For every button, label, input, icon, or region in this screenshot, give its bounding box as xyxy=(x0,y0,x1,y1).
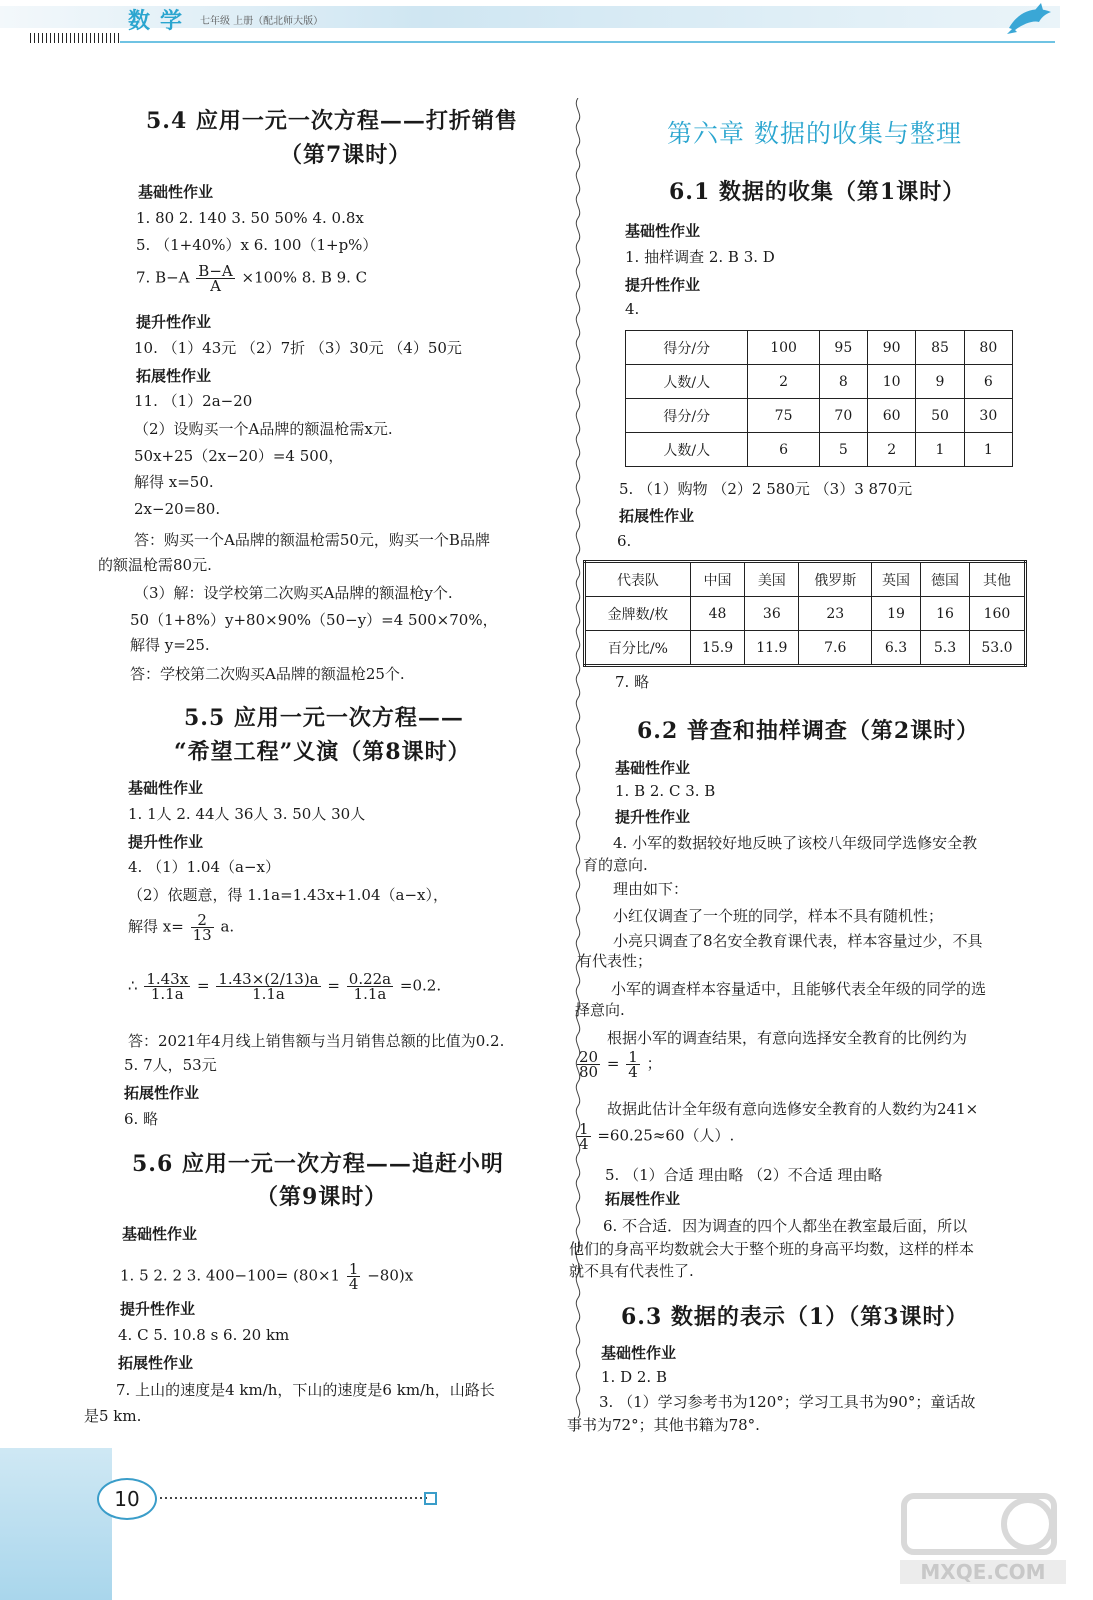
page-number: 10 xyxy=(97,1478,157,1520)
footer-dotted-line xyxy=(160,1497,428,1499)
answer-line: 答：2021年4月线上销售额与当月销售总额的比值为0.2. xyxy=(128,1032,505,1050)
watermark-logo xyxy=(900,1488,1070,1588)
fraction-numerator: 0.22a xyxy=(348,970,392,988)
header-barcode-decoration xyxy=(30,33,120,43)
text-segment: =0.2. xyxy=(399,976,442,995)
answer-line: 5. （1）购物 （2）2 580元 （3）3 870元 xyxy=(619,480,913,498)
table-cell: 1 xyxy=(964,433,1012,467)
section-subtitle-5-6: （第9课时） xyxy=(256,1184,388,1210)
answer-line-fraction xyxy=(128,913,234,942)
table-cell: 7.6 xyxy=(799,631,872,666)
section-title-6-1: 6.1 数据的收集（第1课时） xyxy=(669,179,966,205)
label-improve: 提升性作业 xyxy=(136,313,212,331)
fraction-denominator: 1.1a xyxy=(353,985,387,1003)
text-segment: = xyxy=(327,976,340,995)
answer-line: 是5 km. xyxy=(84,1407,142,1425)
answer-line: 5. （1+40%）x 6. 100（1+p%） xyxy=(136,236,378,254)
answer-line: 的额温枪需80元. xyxy=(98,556,212,574)
paragraph-line: 小军的调查样本容量适中，且能够代表全年级的同学的选 xyxy=(611,980,987,998)
fraction-line xyxy=(575,1122,734,1151)
section-subtitle-5-4: （第7课时） xyxy=(280,142,412,168)
label-improve: 提升性作业 xyxy=(615,808,691,826)
fraction-numerator: 1 xyxy=(628,1048,638,1066)
section-title-5-4: 5.4 应用一元一次方程——打折销售 xyxy=(146,108,518,134)
header-subtitle: 七年级 上册（配北师大版） xyxy=(200,16,324,27)
table-row xyxy=(626,331,1013,365)
fraction-numerator: 1.43x xyxy=(146,970,189,988)
answer-line: 11. （1）2a−20 xyxy=(134,392,253,410)
header-rule xyxy=(120,41,1055,43)
answer-line: 3. （1）学习参考书为120°；学习工具书为90°；童话故 xyxy=(599,1393,976,1411)
text-segment: 解得 x= xyxy=(128,917,184,936)
footer-decoration xyxy=(0,1448,112,1600)
table-cell: 36 xyxy=(745,597,799,631)
table-cell: 60 xyxy=(868,399,916,433)
fraction-numerator: 20 xyxy=(579,1048,599,1066)
text-segment: =60.25≈60（人）. xyxy=(597,1126,735,1145)
table-cell: 100 xyxy=(748,331,819,365)
paragraph-line: 6. 不合适．因为调查的四个人都坐在教室最后面，所以 xyxy=(603,1217,968,1235)
table-cell: 6.3 xyxy=(872,631,921,666)
answer-line: 答：购买一个A品牌的额温枪需50元，购买一个B品牌 xyxy=(134,531,490,549)
fraction xyxy=(577,1122,591,1151)
answer-line: 1. D 2. B xyxy=(601,1368,667,1386)
section-title-5-6: 5.6 应用一元一次方程——追赶小明 xyxy=(132,1151,504,1177)
label-improve: 提升性作业 xyxy=(128,833,204,851)
paragraph-line: 小亮只调查了8名安全教育课代表，样本容量过少，不具 xyxy=(613,932,983,950)
column-divider xyxy=(571,98,585,1428)
paragraph-line: 4. 小军的数据较好地反映了该校八年级同学选修安全教 xyxy=(613,834,978,852)
fraction-numerator: 1 xyxy=(348,1260,359,1278)
table-cell: 8 xyxy=(819,365,867,399)
fraction xyxy=(191,913,214,942)
fraction-denominator: 1.1a xyxy=(252,985,285,1003)
label-improve: 提升性作业 xyxy=(120,1300,196,1318)
table-row xyxy=(626,399,1013,433)
table-cell: 30 xyxy=(964,399,1012,433)
section-title-5-5: 5.5 应用一元一次方程—— xyxy=(184,705,464,731)
table-cell: 德国 xyxy=(921,562,970,597)
table-cell: 70 xyxy=(819,399,867,433)
answer-line-fraction xyxy=(120,1262,413,1291)
page-header xyxy=(0,0,1093,48)
therefore-symbol: ∴ xyxy=(128,976,138,995)
paragraph-line: 理由如下： xyxy=(613,880,689,898)
table-cell: 2 xyxy=(868,433,916,467)
question-number: 4. xyxy=(625,300,640,318)
fraction-denominator: 4 xyxy=(348,1275,359,1293)
answer-line: 答：学校第二次购买A品牌的额温枪25个. xyxy=(130,665,405,683)
answer-line: 1. 抽样调查 2. B 3. D xyxy=(625,248,775,266)
table-row xyxy=(626,365,1013,399)
table-cell: 其他 xyxy=(969,562,1025,597)
table-cell: 53.0 xyxy=(969,631,1025,666)
table-cell: 75 xyxy=(748,399,819,433)
text-segment: ； xyxy=(646,1054,662,1073)
text-segment: −80)x xyxy=(367,1266,414,1285)
text-segment: ×100% 8. B 9. C xyxy=(241,268,368,287)
label-basic: 基础性作业 xyxy=(138,183,214,201)
paragraph-line: 育的意向. xyxy=(583,856,648,874)
answer-line: 6. 略 xyxy=(124,1110,159,1128)
footer-square-icon xyxy=(424,1492,437,1505)
fraction xyxy=(216,972,320,1001)
label-extension: 拓展性作业 xyxy=(605,1190,681,1208)
table-cell: 6 xyxy=(748,433,819,467)
table-cell: 6 xyxy=(964,365,1012,399)
table-cell: 中国 xyxy=(690,562,744,597)
text-segment: (80×1 xyxy=(293,1266,341,1285)
fraction-denominator: 4 xyxy=(579,1135,589,1153)
answer-line: 1. B 2. C 3. B xyxy=(615,782,716,800)
fraction xyxy=(347,1262,361,1291)
fraction-numerator: 1.43×(2/13)a xyxy=(218,970,319,988)
text-segment: = xyxy=(196,976,210,995)
table-cell: 5.3 xyxy=(921,631,970,666)
fraction xyxy=(144,972,190,1001)
table-cell: 2 xyxy=(748,365,819,399)
table-cell: 9 xyxy=(916,365,964,399)
answer-line: 50（1+8%）y+80×90%（50−y）=4 500×70%， xyxy=(130,611,498,629)
table-cell: 11.9 xyxy=(745,631,799,666)
answer-line: 7. 略 xyxy=(615,673,650,691)
answer-line: 7. 上山的速度是4 km/h，下山的速度是6 km/h，山路长 xyxy=(116,1381,495,1399)
paragraph-line: 小红仅调查了一个班的同学，样本不具有随机性； xyxy=(613,907,944,925)
answer-line: 1. 80 2. 140 3. 50 50% 4. 0.8x xyxy=(136,209,364,227)
answer-line: 5. 7人，53元 xyxy=(124,1056,217,1074)
table-cell: 23 xyxy=(799,597,872,631)
answer-line: 2x−20=80. xyxy=(134,500,221,518)
table-cell: 美国 xyxy=(745,562,799,597)
score-table xyxy=(625,330,1013,467)
table-cell: 10 xyxy=(868,365,916,399)
label-extension: 拓展性作业 xyxy=(118,1354,194,1372)
table-cell: 19 xyxy=(872,597,921,631)
fraction-numerator: 2 xyxy=(191,913,214,928)
fraction xyxy=(577,1050,600,1079)
paragraph-line: 就不具有代表性了. xyxy=(569,1262,694,1280)
fraction-denominator: 80 xyxy=(579,1063,599,1081)
header-subject: 数学 xyxy=(128,9,193,34)
section-title-6-3: 6.3 数据的表示（1）（第3课时） xyxy=(621,1304,969,1330)
table-row-header: 代表队 xyxy=(585,562,691,597)
table-cell: 15.9 xyxy=(690,631,744,666)
section-title-6-2: 6.2 普查和抽样调查（第2课时） xyxy=(637,718,980,744)
answer-line: （2）依题意，得 1.1a=1.43x+1.04（a−x）， xyxy=(128,886,448,904)
label-extension: 拓展性作业 xyxy=(136,367,212,385)
answer-line: 解得 y=25. xyxy=(130,636,210,654)
table-row-header: 人数/人 xyxy=(626,433,748,467)
text-segment: a. xyxy=(220,917,235,936)
question-number: 6. xyxy=(617,532,632,550)
fraction-denominator: 13 xyxy=(192,926,212,944)
fraction-denominator: 1.1a xyxy=(150,985,184,1003)
answer-line: 解得 x=50. xyxy=(134,473,214,491)
fraction-denominator: A xyxy=(210,277,221,295)
table-cell: 50 xyxy=(916,399,964,433)
paragraph-line: 他们的身高平均数就会大于整个班的身高平均数，这样的样本 xyxy=(569,1240,975,1258)
table-cell: 俄罗斯 xyxy=(799,562,872,597)
fraction xyxy=(196,264,234,293)
table-row xyxy=(626,433,1013,467)
answer-line: 4. （1）1.04（a−x） xyxy=(128,858,280,876)
label-basic: 基础性作业 xyxy=(601,1344,677,1362)
answer-line: 4. C 5. 10.8 s 6. 20 km xyxy=(118,1326,290,1344)
answer-line: 10. （1）43元 （2）7折 （3）30元 （4）50元 xyxy=(134,339,462,357)
table-cell: 1 xyxy=(916,433,964,467)
answer-line: （2）设购买一个A品牌的额温枪需x元. xyxy=(134,420,393,438)
table-row xyxy=(585,631,1026,666)
table-cell: 160 xyxy=(969,597,1025,631)
paragraph-line: 故据此估计全年级有意向选修安全教育的人数约为241× xyxy=(607,1100,979,1118)
label-extension: 拓展性作业 xyxy=(619,507,695,525)
text-segment: 7. B−A xyxy=(136,268,190,287)
fraction-numerator: 1 xyxy=(579,1120,589,1138)
table-cell: 16 xyxy=(921,597,970,631)
table-row-header: 金牌数/枚 xyxy=(585,597,691,631)
table-row-header: 百分比/% xyxy=(585,631,691,666)
label-improve: 提升性作业 xyxy=(625,276,701,294)
answer-line-fraction xyxy=(136,264,367,293)
answer-line: 事书为72°；其他书籍为78°. xyxy=(567,1416,760,1434)
table-cell: 90 xyxy=(868,331,916,365)
fraction-line xyxy=(575,1050,662,1079)
label-basic: 基础性作业 xyxy=(122,1225,198,1243)
paragraph-line: 根据小军的调查结果，有意向选择安全教育的比例约为 xyxy=(607,1029,968,1047)
answer-line: 50x+25（2x−20）=4 500， xyxy=(134,447,344,465)
table-row xyxy=(585,562,1026,597)
chapter-title: 第六章 数据的收集与整理 xyxy=(667,119,962,148)
fraction xyxy=(626,1050,640,1079)
svg-text:MXQE.COM: MXQE.COM xyxy=(920,1560,1046,1584)
label-basic: 基础性作业 xyxy=(128,779,204,797)
fraction xyxy=(347,972,393,1001)
dolphin-icon xyxy=(1005,2,1055,36)
answer-line: （3）解：设学校第二次购买A品牌的额温枪y个. xyxy=(134,584,453,602)
answer-line: 1. 1人 2. 44人 36人 3. 50人 30人 xyxy=(128,805,366,823)
paragraph-line: 择意向. xyxy=(575,1001,625,1019)
table-cell: 48 xyxy=(690,597,744,631)
fraction-denominator: 4 xyxy=(628,1063,638,1081)
paragraph-line: 有代表性； xyxy=(577,952,653,970)
table-cell: 95 xyxy=(819,331,867,365)
table-row-header: 得分/分 xyxy=(626,331,748,365)
answer-line: 5. （1）合适 理由略 （2）不合适 理由略 xyxy=(605,1166,883,1184)
label-extension: 拓展性作业 xyxy=(124,1084,200,1102)
table-cell: 英国 xyxy=(872,562,921,597)
table-cell: 80 xyxy=(964,331,1012,365)
answer-line-fraction xyxy=(128,972,441,1001)
table-cell: 85 xyxy=(916,331,964,365)
label-basic: 基础性作业 xyxy=(615,759,691,777)
fraction-numerator: B−A xyxy=(198,262,233,280)
table-cell: 5 xyxy=(819,433,867,467)
table-row-header: 得分/分 xyxy=(626,399,748,433)
medal-table xyxy=(583,560,1027,667)
table-row xyxy=(585,597,1026,631)
label-basic: 基础性作业 xyxy=(625,222,701,240)
text-segment: = xyxy=(606,1054,620,1073)
text-segment: 1. 5 2. 2 3. 400−100= xyxy=(120,1266,289,1285)
section-subtitle-5-5: “希望工程”义演（第8课时） xyxy=(174,739,471,765)
table-row-header: 人数/人 xyxy=(626,365,748,399)
